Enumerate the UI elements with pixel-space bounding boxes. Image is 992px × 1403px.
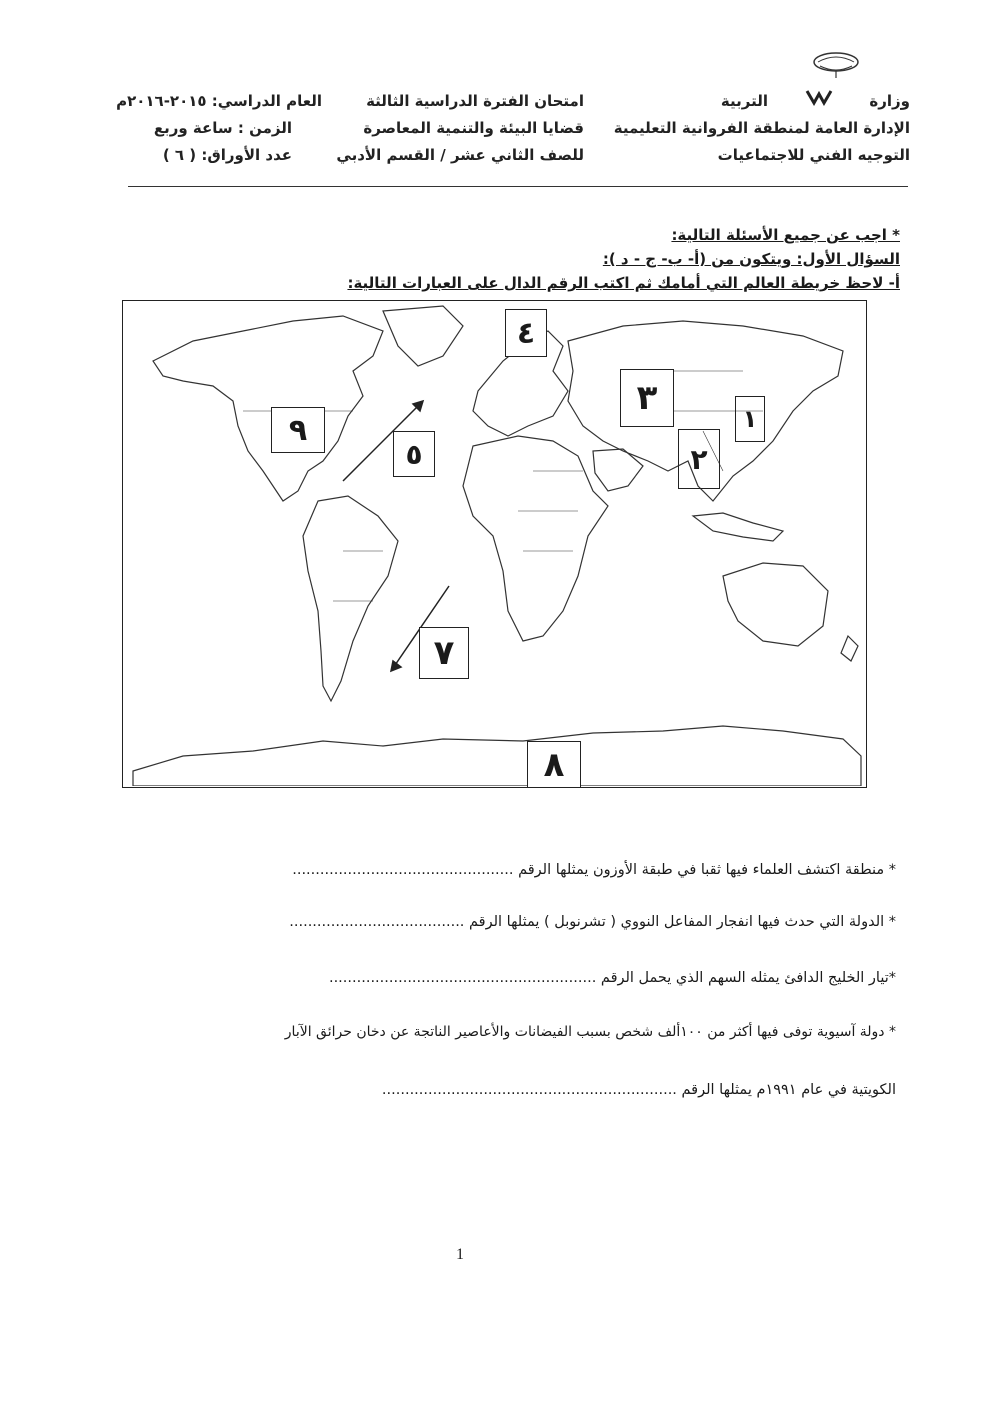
answer-blank-gulf-stream[interactable]: ..........................................................: [328, 970, 597, 986]
question-asian-country-cont: [382, 1082, 896, 1098]
map-label-box-9: ٩: [271, 407, 325, 453]
south-atlantic-arrowhead: [391, 661, 401, 671]
map-label-box-4: ٤: [505, 309, 547, 357]
map-label-box-1: ١: [735, 396, 765, 442]
map-label-box-8: ٨: [527, 741, 581, 788]
world-map: [122, 300, 867, 788]
answer-all-instruction: * اجب عن جميع الأسئلة التالية:: [671, 226, 900, 244]
answer-blank-asian-country[interactable]: ................................................................: [381, 1082, 677, 1098]
page-count: عدد الأوراق: ( ٦ ): [162, 146, 292, 164]
africa-outline: [463, 436, 608, 641]
question-asian-country: [285, 1024, 896, 1040]
question-gulf-stream-text: *تيار الخليج الدافئ يمثله السهم الذي يحمل الرقم: [600, 970, 896, 986]
arabia-outline: [593, 449, 643, 491]
answer-blank-ozone[interactable]: ................................................: [292, 862, 514, 878]
grade-title: للصف الثاني عشر / القسم الأدبي: [336, 146, 584, 164]
world-map-drawing: [123, 301, 865, 786]
ministry-word: وزارة: [869, 92, 910, 110]
ministry-logo: [806, 50, 866, 80]
header-divider: [128, 186, 908, 187]
map-label-box-3: ٣: [620, 369, 674, 427]
exam-time: الزمن : ساعة وربع: [153, 119, 292, 137]
question-chernobyl: [289, 914, 896, 930]
new-zealand-outline: [841, 636, 858, 661]
part-a-instruction: أ- لاحظ خريطة العالم التي أمامك ثم اكتب الرقم الدال على العبارات التالية:: [347, 274, 900, 292]
question-ozone-text: * منطقة اكتشف العلماء فيها ثقبا في طبقة الأوزون يمثلها الرقم: [518, 862, 896, 878]
exam-title: امتحان الفترة الدراسية الثالثة: [366, 92, 584, 110]
antarctica-outline: [133, 726, 861, 786]
academic-year: العام الدراسي: ٢٠١٥-٢٠١٦م: [116, 92, 322, 110]
south-america-outline: [303, 496, 398, 701]
question-chernobyl-text: * الدولة التي حدث فيها انفجار المفاعل النووي ( تشرنوبل ) يمثلها الرقم: [469, 914, 896, 930]
australia-outline: [723, 563, 828, 646]
north-america-outline: [153, 316, 383, 501]
question-ozone: [292, 862, 896, 878]
emblem-icon: [804, 88, 834, 106]
answer-blank-chernobyl[interactable]: ......................................: [289, 914, 465, 930]
question-one-title: السؤال الأول: ويتكون من (أ- ب- ج - د ):: [602, 250, 900, 268]
question-asian-country-cont-text: الكويتية في عام ١٩٩١م يمثلها الرقم: [681, 1082, 896, 1098]
admin-line: الإدارة العامة لمنطقة الفروانية التعليمية: [613, 119, 910, 137]
map-label-box-5: ٥: [393, 431, 435, 477]
indonesia-outline: [693, 513, 783, 541]
greenland-outline: [383, 306, 463, 366]
question-gulf-stream: [329, 970, 896, 986]
page-number: 1: [456, 1246, 464, 1263]
map-label-box-2: ٢: [678, 429, 720, 489]
guidance-line: التوجيه الفني للاجتماعيات: [717, 146, 910, 164]
map-label-box-7: ٧: [419, 627, 469, 679]
question-asian-country-text: * دولة آسيوية توفى فيها أكثر من ١٠٠ألف شخص بسبب الفيضانات والأعاصير الناتجة عن دخان حرائق الآبار: [284, 1024, 896, 1040]
ministry-name: التربية: [720, 92, 768, 110]
subject-title: قضايا البيئة والتنمية المعاصرة: [363, 119, 584, 137]
